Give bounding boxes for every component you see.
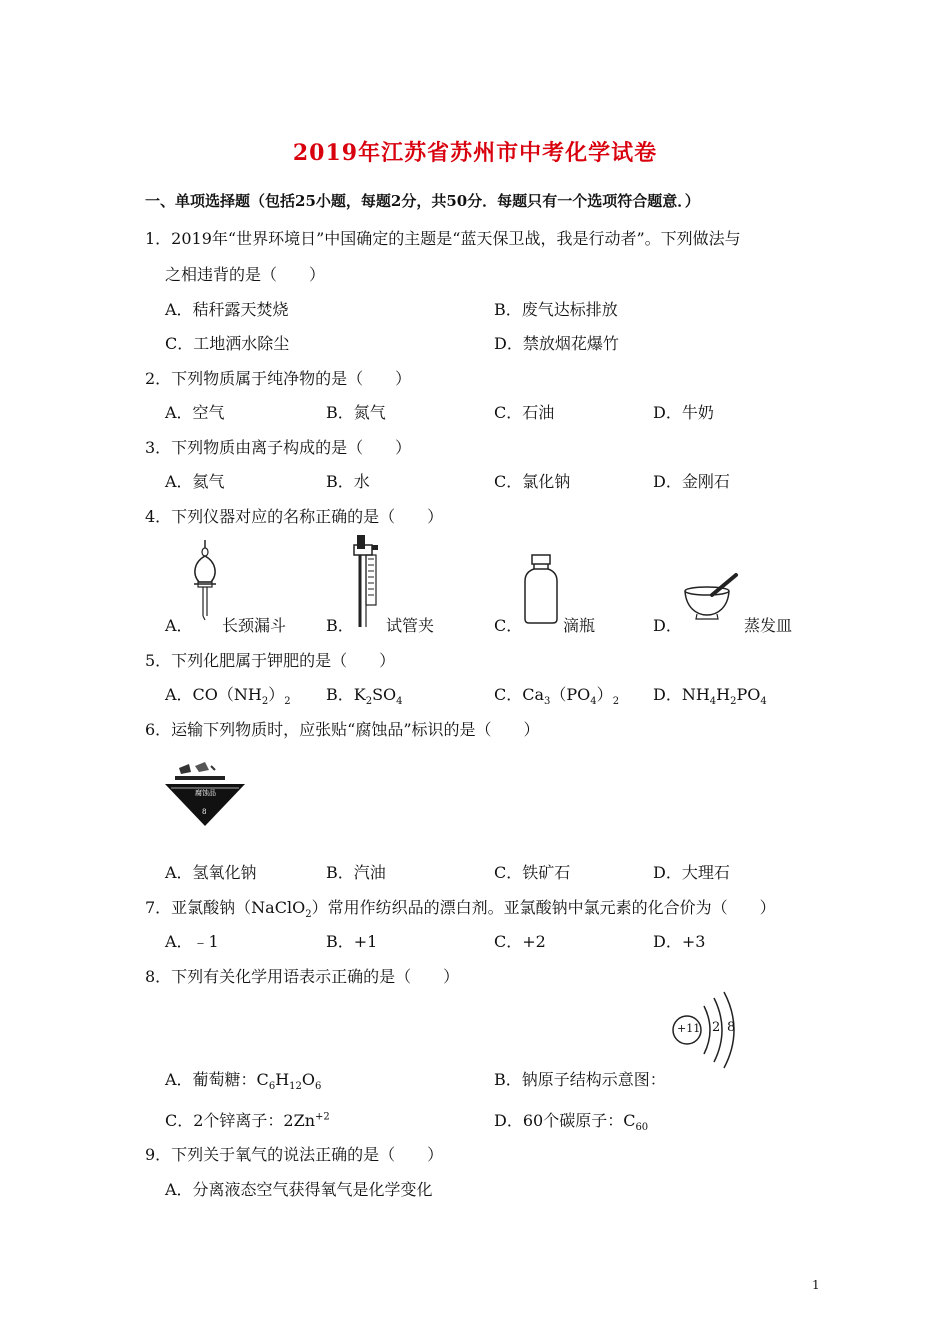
question-8-option-d: D．60个碳原子：$C_{60}$ bbox=[494, 1111, 649, 1134]
question-3-option-d: D．金刚石 bbox=[653, 472, 730, 491]
question-2-option-a: A．空气 bbox=[165, 403, 225, 422]
question-6-option-b: B．汽油 bbox=[326, 863, 386, 882]
question-8-stem: 8．下列有关化学用语表示正确的是（ ） bbox=[145, 967, 460, 986]
question-3-option-a: A．氦气 bbox=[165, 472, 225, 491]
question-1-option-a: A．秸秆露天焚烧 bbox=[165, 300, 289, 319]
page-title: 2019年江苏省苏州市中考化学试卷 bbox=[292, 140, 658, 166]
page-number: 1 bbox=[812, 1278, 820, 1292]
question-2-option-b: B．氮气 bbox=[326, 403, 386, 422]
question-7-option-a: A．﹣1 bbox=[165, 932, 219, 951]
question-5-option-d: D．$NH_4H_2PO_4$ bbox=[653, 685, 767, 708]
atom-shell-1-label: 2 bbox=[712, 1020, 721, 1035]
separatory-funnel-image bbox=[190, 540, 220, 620]
question-4-option-a: A． bbox=[165, 616, 193, 635]
question-4-name-c: 滴瓶 bbox=[563, 616, 596, 635]
question-5-option-c: C．$Ca_3(PO_4)_2$ bbox=[494, 685, 620, 708]
question-3-stem: 3．下列物质由离子构成的是（ ） bbox=[145, 438, 412, 457]
atom-nucleus-label: +11 bbox=[677, 1022, 701, 1035]
question-7-option-b: B．+1 bbox=[326, 932, 378, 951]
question-1-option-d: D．禁放烟花爆竹 bbox=[494, 334, 619, 353]
mortar-pestle-image bbox=[682, 573, 742, 621]
question-6-option-c: C．铁矿石 bbox=[494, 863, 571, 882]
question-5-option-a: A．$CO(NH_2)_2$ bbox=[165, 685, 291, 708]
burette-clamp-image bbox=[352, 535, 382, 630]
question-8-option-c: C．2个锌离子：$2Zn^{+2}$ bbox=[165, 1111, 330, 1130]
question-8-option-b: B．钠原子结构示意图： bbox=[494, 1070, 666, 1089]
corrosive-sign-number: 8 bbox=[202, 808, 207, 816]
question-6-stem: 6．运输下列物质时，应张贴“腐蚀品”标识的是（ ） bbox=[145, 720, 540, 739]
question-4-stem: 4．下列仪器对应的名称正确的是（ ） bbox=[145, 507, 444, 526]
question-4-option-d: D． bbox=[653, 616, 682, 635]
corrosive-sign bbox=[165, 760, 245, 826]
question-4-option-b: B． bbox=[326, 616, 354, 635]
atom-shell-2-label: 8 bbox=[727, 1020, 736, 1035]
question-4-name-b: 试管夹 bbox=[386, 616, 435, 635]
question-2-option-c: C．石油 bbox=[494, 403, 555, 422]
question-7-option-d: D．+3 bbox=[653, 932, 706, 951]
question-1-option-b: B．废气达标排放 bbox=[494, 300, 618, 319]
question-2-stem: 2．下列物质属于纯净物的是（ ） bbox=[145, 369, 412, 388]
question-7-option-c: C．+2 bbox=[494, 932, 546, 951]
section-heading: 一、单项选择题（包括25小题，每题2分，共50分．每题只有一个选项符合题意．） bbox=[145, 192, 700, 210]
question-3-option-b: B．水 bbox=[326, 472, 370, 491]
question-6-option-d: D．大理石 bbox=[653, 863, 730, 882]
question-1-stem-line-2: 之相违背的是（ ） bbox=[165, 265, 326, 284]
question-4-name-d: 蒸发皿 bbox=[744, 616, 793, 635]
question-9-option-a: A．分离液态空气获得氧气是化学变化 bbox=[165, 1180, 433, 1199]
question-7-stem: 7．亚氯酸钠（NaClO$_2$）常用作纺织品的漂白剂。亚氯酸钠中氯元素的化合价为（ ） bbox=[145, 898, 776, 921]
corrosive-sign-label: 腐蚀品 bbox=[195, 789, 216, 797]
sodium-atom-diagram bbox=[670, 992, 750, 1070]
reagent-bottle-image bbox=[522, 555, 560, 625]
question-1-stem-line-1: 1．2019年“世界环境日”中国确定的主题是“蓝天保卫战，我是行动者”。下列做法与 bbox=[145, 229, 741, 248]
question-1-option-c: C．工地洒水除尘 bbox=[165, 334, 290, 353]
question-5-stem: 5．下列化肥属于钾肥的是（ ） bbox=[145, 651, 396, 670]
question-3-option-c: C．氯化钠 bbox=[494, 472, 571, 491]
question-4-name-a: 长颈漏斗 bbox=[222, 616, 287, 635]
question-5-option-b: B．$K_2SO_4$ bbox=[326, 685, 403, 708]
question-9-stem: 9．下列关于氧气的说法正确的是（ ） bbox=[145, 1145, 444, 1164]
question-2-option-d: D．牛奶 bbox=[653, 403, 714, 422]
question-8-option-a: A．葡萄糖：$C_6H_{12}O_6$ bbox=[165, 1070, 322, 1093]
question-6-option-a: A．氢氧化钠 bbox=[165, 863, 257, 882]
question-4-option-c: C． bbox=[494, 616, 523, 635]
